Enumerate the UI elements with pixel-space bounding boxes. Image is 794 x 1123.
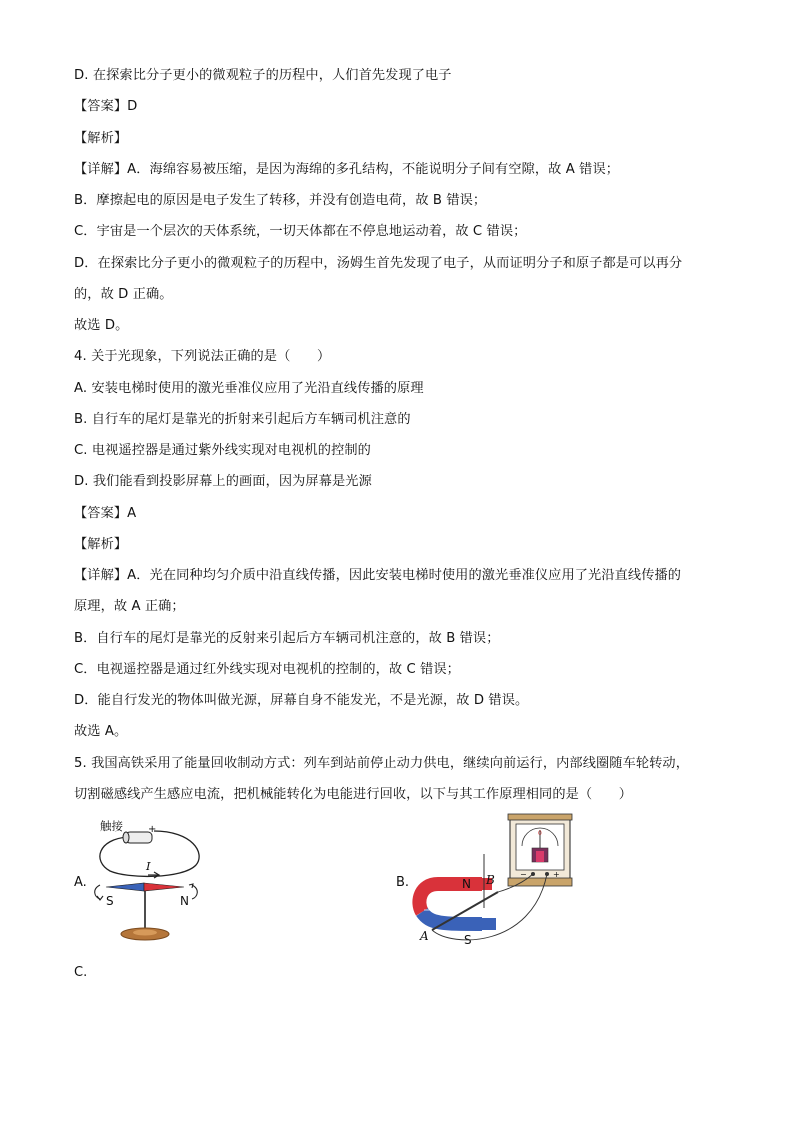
q4-option-a: A. 安装电梯时使用的激光垂准仪应用了光沿直线传播的原理: [74, 381, 424, 396]
figure-a-oersted: [88, 815, 218, 945]
q4-detail-line: 【详解】A．光在同种均匀介质中沿直线传播，因此安装电梯时使用的激光垂准仪应用了光沿直线传播的: [74, 568, 682, 583]
q4-stem: 4. 关于光现象，下列说法正确的是（ ）: [74, 349, 331, 364]
u-magnet-icon: [419, 878, 496, 930]
compass-needle-icon: [106, 883, 184, 891]
q5-option-c-label: C.: [74, 965, 88, 980]
q5-stem-line: 切割磁感线产生感应电流，把机械能转化为电能进行回收，以下与其工作原理相同的是（ ）: [74, 787, 633, 802]
touch-label: 触接: [100, 819, 123, 833]
q4-answer: 【答案】A: [74, 506, 137, 521]
south-pole-label: S: [106, 894, 114, 908]
galvanometer-zero-label: 0: [538, 830, 542, 837]
plus-sign: +: [148, 824, 157, 835]
magnet-north-label: N: [462, 877, 471, 891]
q4-detail-line: B．自行车的尾灯是靠光的反射来引起后方车辆司机注意的，故 B 错误；: [74, 631, 500, 646]
q4-detail-line: 原理，故 A 正确；: [74, 599, 185, 614]
terminal-plus-label: +: [553, 870, 560, 879]
point-b-label: B: [486, 873, 495, 887]
prev-answer: 【答案】D: [74, 99, 138, 114]
prev-detail-line: D．在探索比分子更小的微观粒子的历程中，汤姆生首先发现了电子，从而证明分子和原子都是可以再分: [74, 256, 683, 271]
galvanometer-icon: [508, 814, 572, 886]
q4-option-b: B. 自行车的尾灯是靠光的折射来引起后方车辆司机注意的: [74, 412, 411, 427]
q4-conclusion: 故选 A。: [74, 724, 128, 739]
prev-conclusion: 故选 D。: [74, 318, 129, 333]
current-label: I: [146, 859, 151, 873]
prev-option-d: D. 在探索比分子更小的微观粒子的历程中，人们首先发现了电子: [74, 68, 452, 83]
q4-option-d: D. 我们能看到投影屏幕上的画面，因为屏幕是光源: [74, 474, 372, 489]
terminal-minus-label: −: [520, 870, 527, 879]
prev-analysis-tag: 【解析】: [74, 131, 128, 146]
prev-detail-line: C．宇宙是一个层次的天体系统，一切天体都在不停息地运动着，故 C 错误；: [74, 224, 527, 239]
q5-option-a-label: A.: [74, 875, 87, 890]
north-pole-label: N: [180, 894, 189, 908]
q4-detail-line: C．电视遥控器是通过红外线实现对电视机的控制的，故 C 错误；: [74, 662, 460, 677]
q4-analysis-tag: 【解析】: [74, 537, 128, 552]
q4-detail-line: D．能自行发光的物体叫做光源，屏幕自身不能发光，不是光源，故 D 错误。: [74, 693, 529, 708]
prev-detail-line: 【详解】A．海绵容易被压缩，是因为海绵的多孔结构，不能说明分子间有空隙，故 A 错误；: [74, 162, 620, 177]
q5-stem-line: 5. 我国高铁采用了能量回收制动方式：列车到站前停止动力供电，继续向前运行，内部线圈随车轮转动，: [74, 756, 690, 771]
point-a-label: A: [420, 929, 429, 943]
magnet-south-label: S: [464, 933, 472, 947]
figure-b-induction: [412, 812, 582, 950]
prev-detail-line: 的，故 D 正确。: [74, 287, 173, 302]
q5-option-b-label: B.: [396, 875, 410, 890]
q4-option-c: C. 电视遥控器是通过紫外线实现对电视机的控制的: [74, 443, 371, 458]
prev-detail-line: B．摩擦起电的原因是电子发生了转移，并没有创造电荷，故 B 错误；: [74, 193, 487, 208]
